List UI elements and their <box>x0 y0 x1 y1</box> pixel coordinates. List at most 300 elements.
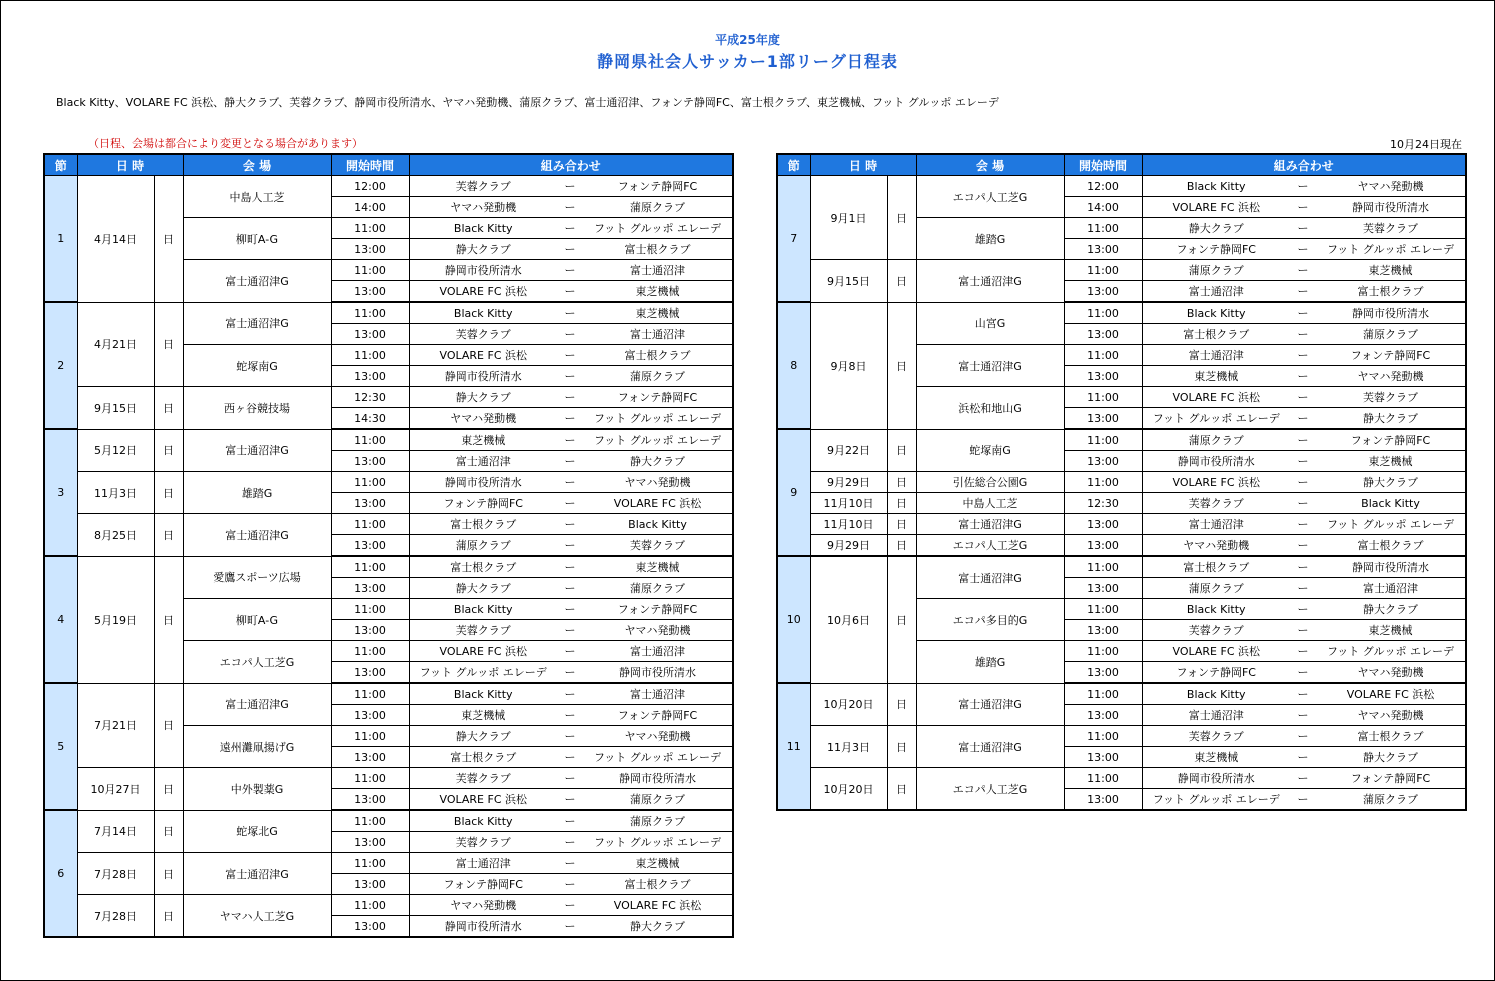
venue-name: エコパ人工芝G <box>183 641 331 684</box>
match-weekday: 日 <box>154 895 183 938</box>
away-team: 東芝機械 <box>1316 260 1466 281</box>
col-header-match: 組み合わせ <box>409 154 733 176</box>
venue-name: 富士通沼津G <box>916 260 1064 303</box>
match-weekday: 日 <box>887 726 916 768</box>
home-team: 静大クラブ <box>409 726 557 747</box>
kickoff-time: 11:00 <box>331 345 409 366</box>
table-row <box>44 556 733 578</box>
away-team: VOLARE FC 浜松 <box>1316 683 1466 705</box>
as-of-date: 10月24日現在 <box>1390 138 1462 151</box>
away-team: 芙蓉クラブ <box>1316 387 1466 408</box>
col-header-venue: 会 場 <box>183 154 331 176</box>
table-row <box>44 810 733 832</box>
match-weekday: 日 <box>887 556 916 683</box>
versus-dash: ー <box>557 747 583 768</box>
table-row <box>777 683 1466 705</box>
match-weekday: 日 <box>154 302 183 387</box>
venue-name: 雄踏G <box>916 218 1064 260</box>
home-team: Black Kitty <box>409 302 557 324</box>
table-row <box>44 895 733 916</box>
away-team: 東芝機械 <box>583 302 733 324</box>
schedule-table-right <box>776 153 1467 811</box>
kickoff-time: 11:00 <box>1064 218 1142 239</box>
kickoff-time: 13:00 <box>331 451 409 472</box>
col-header-date: 日 時 <box>77 154 183 176</box>
kickoff-time: 13:00 <box>1064 789 1142 811</box>
home-team: 東芝機械 <box>409 429 557 451</box>
versus-dash: ー <box>557 810 583 832</box>
col-header-time: 開始時間 <box>1064 154 1142 176</box>
versus-dash: ー <box>557 916 583 938</box>
home-team: 静岡市役所清水 <box>409 366 557 387</box>
versus-dash: ー <box>557 218 583 239</box>
home-team: 静大クラブ <box>409 387 557 408</box>
away-team: 蒲原クラブ <box>1316 324 1466 345</box>
away-team: フット グルッポ エレーデ <box>583 408 733 430</box>
match-date: 11月3日 <box>810 726 887 768</box>
kickoff-time: 13:00 <box>331 662 409 684</box>
match-weekday: 日 <box>887 768 916 811</box>
home-team: 富士通沼津 <box>1142 345 1290 366</box>
kickoff-time: 11:00 <box>1064 302 1142 324</box>
away-team: 静岡市役所清水 <box>1316 302 1466 324</box>
kickoff-time: 14:00 <box>331 197 409 218</box>
kickoff-time: 13:00 <box>331 916 409 938</box>
match-date: 9月15日 <box>77 387 154 430</box>
table-row <box>44 176 733 197</box>
venue-name: 愛鷹スポーツ広場 <box>183 556 331 599</box>
match-date: 5月19日 <box>77 556 154 683</box>
table-row <box>44 768 733 789</box>
match-date: 7月14日 <box>77 810 154 853</box>
section-number: 8 <box>777 302 810 429</box>
home-team: VOLARE FC 浜松 <box>409 641 557 662</box>
kickoff-time: 13:00 <box>331 366 409 387</box>
match-date: 8月25日 <box>77 514 154 557</box>
away-team: 富士通沼津 <box>583 324 733 345</box>
match-date: 9月8日 <box>810 302 887 429</box>
away-team: 富士根クラブ <box>1316 726 1466 747</box>
away-team: ヤマハ発動機 <box>583 726 733 747</box>
kickoff-time: 11:00 <box>331 514 409 535</box>
away-team: 静岡市役所清水 <box>1316 556 1466 578</box>
match-date: 11月10日 <box>810 514 887 535</box>
match-weekday: 日 <box>887 429 916 472</box>
kickoff-time: 13:00 <box>331 705 409 726</box>
kickoff-time: 13:00 <box>331 832 409 853</box>
match-date: 7月21日 <box>77 683 154 768</box>
home-team: 富士通沼津 <box>1142 281 1290 303</box>
away-team: 静大クラブ <box>1316 599 1466 620</box>
kickoff-time: 11:00 <box>1064 260 1142 281</box>
kickoff-time: 11:00 <box>1064 641 1142 662</box>
home-team: ヤマハ発動機 <box>409 895 557 916</box>
home-team: 富士通沼津 <box>409 853 557 874</box>
venue-name: 富士通沼津G <box>183 853 331 895</box>
versus-dash: ー <box>1290 556 1316 578</box>
away-team: 静大クラブ <box>583 451 733 472</box>
venue-name: 中島人工芝 <box>183 176 331 218</box>
versus-dash: ー <box>1290 578 1316 599</box>
versus-dash: ー <box>557 768 583 789</box>
venue-name: 蛇塚北G <box>183 810 331 853</box>
match-date: 5月12日 <box>77 429 154 472</box>
versus-dash: ー <box>1290 451 1316 472</box>
versus-dash: ー <box>557 620 583 641</box>
col-header-match: 組み合わせ <box>1142 154 1466 176</box>
match-weekday: 日 <box>154 472 183 514</box>
home-team: Black Kitty <box>409 218 557 239</box>
away-team: ヤマハ発動機 <box>583 620 733 641</box>
venue-name: 山宮G <box>916 302 1064 345</box>
kickoff-time: 11:00 <box>331 556 409 578</box>
venue-name: 中外製薬G <box>183 768 331 811</box>
away-team: 静岡市役所清水 <box>583 662 733 684</box>
home-team: 静岡市役所清水 <box>409 472 557 493</box>
table-row <box>44 387 733 408</box>
venue-name: 富士通沼津G <box>916 345 1064 387</box>
match-date: 10月20日 <box>810 768 887 811</box>
home-team: ヤマハ発動機 <box>409 408 557 430</box>
versus-dash: ー <box>1290 387 1316 408</box>
away-team: 蒲原クラブ <box>583 578 733 599</box>
table-row <box>777 176 1466 197</box>
home-team: 富士通沼津 <box>409 451 557 472</box>
home-team: ヤマハ発動機 <box>409 197 557 218</box>
away-team: 蒲原クラブ <box>1316 789 1466 811</box>
versus-dash: ー <box>557 197 583 218</box>
versus-dash: ー <box>1290 281 1316 303</box>
home-team: 富士根クラブ <box>409 556 557 578</box>
kickoff-time: 13:00 <box>1064 535 1142 557</box>
versus-dash: ー <box>1290 324 1316 345</box>
section-number: 3 <box>44 429 77 556</box>
home-team: Black Kitty <box>1142 683 1290 705</box>
venue-name: 蛇塚南G <box>916 429 1064 472</box>
venue-name: エコパ人工芝G <box>916 768 1064 811</box>
table-row <box>777 556 1466 578</box>
kickoff-time: 11:00 <box>331 472 409 493</box>
home-team: 芙蓉クラブ <box>409 620 557 641</box>
away-team: フット グルッポ エレーデ <box>1316 641 1466 662</box>
versus-dash: ー <box>557 514 583 535</box>
versus-dash: ー <box>557 641 583 662</box>
away-team: ヤマハ発動機 <box>583 472 733 493</box>
away-team: 静大クラブ <box>1316 472 1466 493</box>
kickoff-time: 14:30 <box>331 408 409 430</box>
kickoff-time: 13:00 <box>331 493 409 514</box>
home-team: VOLARE FC 浜松 <box>409 789 557 811</box>
section-number: 4 <box>44 556 77 683</box>
col-header-section: 節 <box>777 154 810 176</box>
match-date: 10月27日 <box>77 768 154 811</box>
versus-dash: ー <box>557 260 583 281</box>
venue-name: 蛇塚南G <box>183 345 331 387</box>
away-team: VOLARE FC 浜松 <box>583 493 733 514</box>
away-team: フット グルッポ エレーデ <box>583 218 733 239</box>
match-date: 9月22日 <box>810 429 887 472</box>
kickoff-time: 11:00 <box>1064 726 1142 747</box>
kickoff-time: 12:00 <box>1064 176 1142 197</box>
kickoff-time: 13:00 <box>1064 239 1142 260</box>
versus-dash: ー <box>557 366 583 387</box>
home-team: 静大クラブ <box>409 239 557 260</box>
versus-dash: ー <box>1290 768 1316 789</box>
away-team: 蒲原クラブ <box>583 810 733 832</box>
away-team: 東芝機械 <box>583 556 733 578</box>
kickoff-time: 11:00 <box>1064 768 1142 789</box>
team-list: Black Kitty、VOLARE FC 浜松、静大クラブ、芙蓉クラブ、静岡市役所清水、ヤマハ発動機、蒲原クラブ、富士通沼津、フォンテ静岡FC、富士根クラブ、東芝機械、フット グルッポ エレーデ <box>56 96 999 109</box>
kickoff-time: 13:00 <box>331 535 409 557</box>
away-team: フット グルッポ エレーデ <box>583 429 733 451</box>
home-team: VOLARE FC 浜松 <box>1142 641 1290 662</box>
kickoff-time: 13:00 <box>1064 408 1142 430</box>
home-team: 芙蓉クラブ <box>1142 726 1290 747</box>
away-team: フット グルッポ エレーデ <box>1316 239 1466 260</box>
versus-dash: ー <box>557 789 583 811</box>
away-team: ヤマハ発動機 <box>1316 662 1466 684</box>
kickoff-time: 13:00 <box>1064 281 1142 303</box>
versus-dash: ー <box>1290 599 1316 620</box>
kickoff-time: 13:00 <box>331 239 409 260</box>
kickoff-time: 13:00 <box>331 620 409 641</box>
home-team: 東芝機械 <box>1142 366 1290 387</box>
match-weekday: 日 <box>154 853 183 895</box>
versus-dash: ー <box>557 239 583 260</box>
kickoff-time: 13:00 <box>1064 514 1142 535</box>
section-number: 6 <box>44 810 77 937</box>
versus-dash: ー <box>1290 260 1316 281</box>
versus-dash: ー <box>557 408 583 430</box>
venue-name: 富士通沼津G <box>916 514 1064 535</box>
match-weekday: 日 <box>887 472 916 493</box>
kickoff-time: 11:00 <box>331 895 409 916</box>
away-team: フォンテ静岡FC <box>1316 768 1466 789</box>
table-row <box>777 514 1466 535</box>
season-label: 平成25年度 <box>715 33 780 47</box>
away-team: 芙蓉クラブ <box>1316 218 1466 239</box>
match-date: 9月29日 <box>810 535 887 557</box>
kickoff-time: 12:00 <box>331 176 409 197</box>
kickoff-time: 11:00 <box>1064 599 1142 620</box>
venue-name: エコパ人工芝G <box>916 535 1064 557</box>
match-weekday: 日 <box>154 429 183 472</box>
away-team: フット グルッポ エレーデ <box>583 747 733 768</box>
venue-name: 富士通沼津G <box>183 260 331 303</box>
match-weekday: 日 <box>154 683 183 768</box>
home-team: VOLARE FC 浜松 <box>409 281 557 303</box>
versus-dash: ー <box>557 324 583 345</box>
home-team: フォンテ静岡FC <box>1142 662 1290 684</box>
home-team: 蒲原クラブ <box>1142 578 1290 599</box>
kickoff-time: 11:00 <box>1064 345 1142 366</box>
versus-dash: ー <box>1290 239 1316 260</box>
away-team: 富士根クラブ <box>1316 281 1466 303</box>
venue-name: 引佐総合公園G <box>916 472 1064 493</box>
versus-dash: ー <box>1290 514 1316 535</box>
match-date: 10月20日 <box>810 683 887 726</box>
versus-dash: ー <box>557 683 583 705</box>
away-team: Black Kitty <box>1316 493 1466 514</box>
home-team: Black Kitty <box>1142 176 1290 197</box>
away-team: 富士根クラブ <box>583 345 733 366</box>
home-team: フット グルッポ エレーデ <box>1142 789 1290 811</box>
versus-dash: ー <box>1290 176 1316 197</box>
away-team: フォンテ静岡FC <box>583 176 733 197</box>
away-team: 芙蓉クラブ <box>583 535 733 557</box>
away-team: 静岡市役所清水 <box>1316 197 1466 218</box>
kickoff-time: 13:00 <box>331 324 409 345</box>
venue-name: 富士通沼津G <box>183 683 331 726</box>
home-team: VOLARE FC 浜松 <box>1142 387 1290 408</box>
match-date: 4月21日 <box>77 302 154 387</box>
versus-dash: ー <box>557 832 583 853</box>
table-row <box>44 429 733 451</box>
match-weekday: 日 <box>154 387 183 430</box>
away-team: 富士通沼津 <box>1316 578 1466 599</box>
away-team: フォンテ静岡FC <box>583 387 733 408</box>
home-team: 静岡市役所清水 <box>1142 768 1290 789</box>
home-team: Black Kitty <box>409 599 557 620</box>
away-team: 蒲原クラブ <box>583 197 733 218</box>
kickoff-time: 11:00 <box>331 726 409 747</box>
away-team: 富士通沼津 <box>583 260 733 281</box>
match-weekday: 日 <box>887 176 916 260</box>
versus-dash: ー <box>557 556 583 578</box>
versus-dash: ー <box>1290 429 1316 451</box>
versus-dash: ー <box>1290 472 1316 493</box>
away-team: 静大クラブ <box>1316 747 1466 768</box>
home-team: Black Kitty <box>409 683 557 705</box>
away-team: Black Kitty <box>583 514 733 535</box>
venue-name: 富士通沼津G <box>916 556 1064 599</box>
table-row <box>44 683 733 705</box>
venue-name: 富士通沼津G <box>183 514 331 557</box>
schedule-note: （日程、会場は都合により変更となる場合があります） <box>88 137 363 150</box>
home-team: 富士根クラブ <box>1142 324 1290 345</box>
away-team: フット グルッポ エレーデ <box>1316 514 1466 535</box>
away-team: 富士通沼津 <box>583 641 733 662</box>
away-team: VOLARE FC 浜松 <box>583 895 733 916</box>
kickoff-time: 11:00 <box>331 768 409 789</box>
table-row <box>777 472 1466 493</box>
versus-dash: ー <box>1290 302 1316 324</box>
away-team: 東芝機械 <box>583 281 733 303</box>
table-row <box>44 853 733 874</box>
match-weekday: 日 <box>887 302 916 429</box>
table-row <box>777 302 1466 324</box>
table-row <box>777 493 1466 514</box>
match-weekday: 日 <box>154 556 183 683</box>
kickoff-time: 13:00 <box>331 789 409 811</box>
venue-name: 富士通沼津G <box>183 429 331 472</box>
kickoff-time: 13:00 <box>1064 705 1142 726</box>
match-date: 9月15日 <box>810 260 887 303</box>
kickoff-time: 11:00 <box>1064 683 1142 705</box>
versus-dash: ー <box>557 176 583 197</box>
home-team: フォンテ静岡FC <box>409 493 557 514</box>
home-team: Black Kitty <box>1142 302 1290 324</box>
match-weekday: 日 <box>154 768 183 811</box>
match-date: 4月14日 <box>77 176 154 303</box>
table-row <box>777 768 1466 789</box>
section-number: 2 <box>44 302 77 429</box>
versus-dash: ー <box>1290 726 1316 747</box>
kickoff-time: 11:00 <box>331 810 409 832</box>
page-title: 静岡県社会人サッカー1部リーグ日程表 <box>597 52 898 71</box>
home-team: 芙蓉クラブ <box>409 832 557 853</box>
venue-name: 中島人工芝 <box>916 493 1064 514</box>
kickoff-time: 12:30 <box>331 387 409 408</box>
versus-dash: ー <box>1290 620 1316 641</box>
kickoff-time: 12:30 <box>1064 493 1142 514</box>
col-header-venue: 会 場 <box>916 154 1064 176</box>
home-team: 蒲原クラブ <box>1142 260 1290 281</box>
venue-name: エコパ人工芝G <box>916 176 1064 218</box>
match-weekday: 日 <box>887 535 916 557</box>
match-weekday: 日 <box>887 683 916 726</box>
versus-dash: ー <box>1290 641 1316 662</box>
versus-dash: ー <box>1290 662 1316 684</box>
home-team: 富士根クラブ <box>1142 556 1290 578</box>
venue-name: 遠州灘凧揚げG <box>183 726 331 768</box>
home-team: 蒲原クラブ <box>1142 429 1290 451</box>
match-weekday: 日 <box>887 493 916 514</box>
kickoff-time: 13:00 <box>1064 366 1142 387</box>
versus-dash: ー <box>557 535 583 557</box>
away-team: 富士根クラブ <box>583 239 733 260</box>
venue-name: 富士通沼津G <box>916 726 1064 768</box>
venue-name: 雄踏G <box>183 472 331 514</box>
section-number: 10 <box>777 556 810 683</box>
home-team: 富士根クラブ <box>409 514 557 535</box>
schedule-table-left <box>43 153 734 938</box>
versus-dash: ー <box>557 451 583 472</box>
section-number: 5 <box>44 683 77 810</box>
match-date: 9月29日 <box>810 472 887 493</box>
section-number: 1 <box>44 176 77 303</box>
home-team: フット グルッポ エレーデ <box>1142 408 1290 430</box>
home-team: 富士通沼津 <box>1142 705 1290 726</box>
match-weekday: 日 <box>154 810 183 853</box>
match-weekday: 日 <box>887 514 916 535</box>
kickoff-time: 11:00 <box>331 218 409 239</box>
section-number: 11 <box>777 683 810 810</box>
venue-name: ヤマハ人工芝G <box>183 895 331 938</box>
away-team: 東芝機械 <box>1316 451 1466 472</box>
match-date: 11月3日 <box>77 472 154 514</box>
versus-dash: ー <box>1290 789 1316 811</box>
col-header-section: 節 <box>44 154 77 176</box>
kickoff-time: 13:00 <box>331 874 409 895</box>
home-team: Black Kitty <box>1142 599 1290 620</box>
versus-dash: ー <box>1290 218 1316 239</box>
kickoff-time: 13:00 <box>1064 451 1142 472</box>
versus-dash: ー <box>557 429 583 451</box>
section-number: 7 <box>777 176 810 303</box>
away-team: ヤマハ発動機 <box>1316 705 1466 726</box>
versus-dash: ー <box>1290 535 1316 557</box>
section-number: 9 <box>777 429 810 556</box>
versus-dash: ー <box>557 662 583 684</box>
venue-name: 富士通沼津G <box>916 683 1064 726</box>
versus-dash: ー <box>1290 705 1316 726</box>
away-team: 富士根クラブ <box>1316 535 1466 557</box>
kickoff-time: 11:00 <box>331 599 409 620</box>
away-team: 静大クラブ <box>583 916 733 938</box>
home-team: 東芝機械 <box>409 705 557 726</box>
match-date: 7月28日 <box>77 895 154 938</box>
